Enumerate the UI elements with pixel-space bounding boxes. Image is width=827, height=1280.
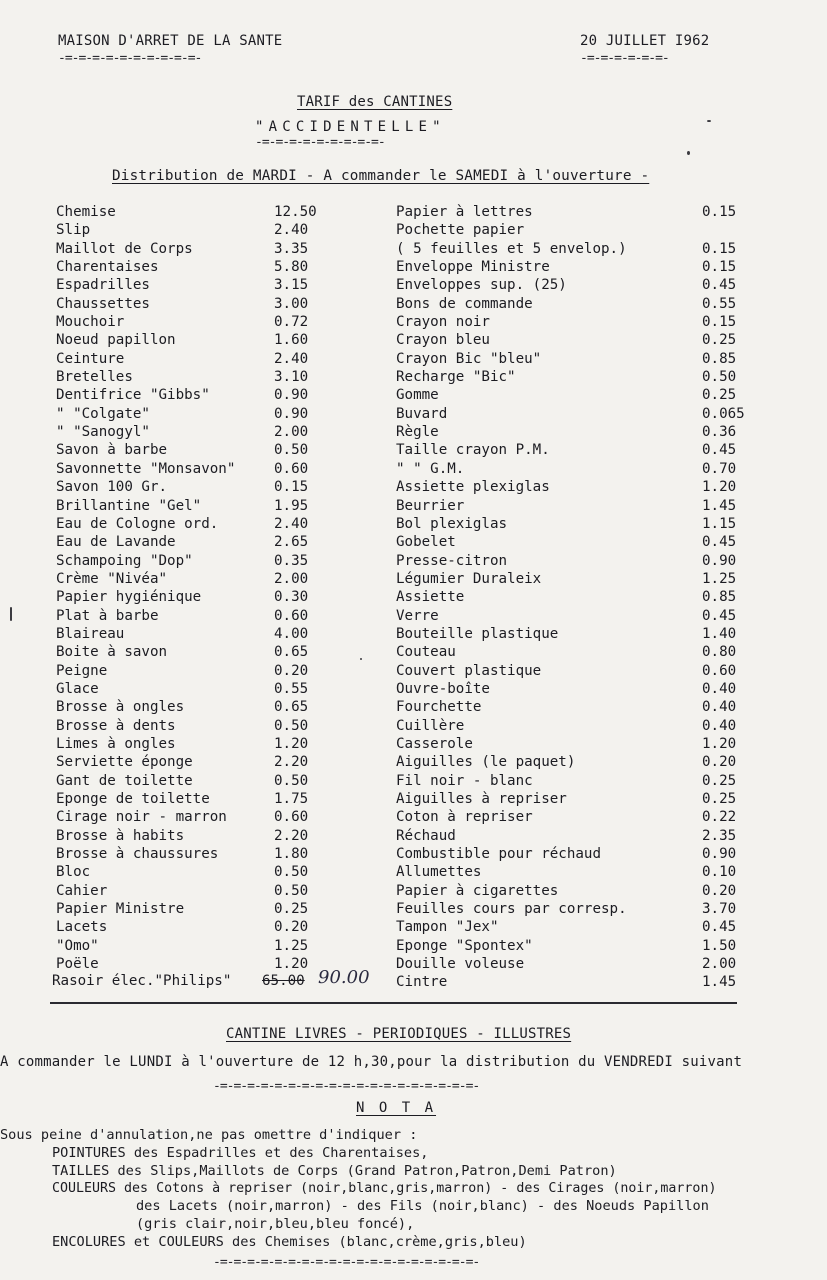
item-name: Eau de Cologne ord. bbox=[56, 515, 219, 532]
rasoir-new-price: 90.00 bbox=[318, 967, 370, 988]
item-name: Assiette bbox=[396, 589, 465, 606]
item-price: 1.25 bbox=[274, 937, 309, 954]
item-price: 1.40 bbox=[702, 625, 737, 642]
item-name: Gobelet bbox=[396, 534, 456, 551]
subtitle-dashes: -=-=-=-=-=-=-=-=-=- bbox=[255, 135, 385, 150]
item-name: Casserole bbox=[396, 735, 473, 752]
price-row bbox=[396, 276, 756, 294]
nota-line-6: (gris clair,noir,bleu,bleu foncé), bbox=[136, 1216, 415, 1232]
rasoir-name: Rasoir élec."Philips" bbox=[52, 973, 232, 989]
item-price: 1.75 bbox=[274, 791, 309, 807]
item-name: Peigne bbox=[56, 662, 108, 679]
item-price: 0.15 bbox=[702, 259, 737, 276]
item-name: " "Colgate" bbox=[56, 405, 150, 422]
price-row bbox=[396, 460, 756, 478]
price-row bbox=[56, 221, 336, 239]
item-price: 1.20 bbox=[274, 735, 309, 752]
item-name: Couvert plastique bbox=[396, 662, 542, 679]
item-name: Ouvre-boîte bbox=[396, 680, 490, 697]
item-name: " "Sanogyl" bbox=[56, 424, 150, 441]
item-name: Cintre bbox=[396, 974, 448, 991]
price-row bbox=[56, 240, 336, 258]
item-name: Limes à ongles bbox=[56, 735, 176, 752]
price-row bbox=[56, 350, 336, 368]
item-price: 0.15 bbox=[702, 204, 737, 220]
price-row bbox=[56, 753, 336, 771]
item-price: 0.60 bbox=[274, 460, 309, 477]
item-name: Fourchette bbox=[396, 699, 482, 716]
price-row bbox=[56, 276, 336, 294]
price-row bbox=[56, 643, 336, 661]
item-name: Beurrier bbox=[396, 497, 465, 514]
item-name: Verre bbox=[396, 607, 439, 624]
price-row bbox=[56, 735, 336, 753]
price-row bbox=[56, 441, 336, 459]
item-price: 5.80 bbox=[274, 259, 309, 276]
item-name: Blaireau bbox=[56, 625, 125, 642]
scan-speck bbox=[707, 120, 711, 122]
nota-line-3: TAILLES des Slips,Maillots de Corps (Grand Patron,Patron,Demi Patron) bbox=[52, 1163, 617, 1179]
item-name: Noeud papillon bbox=[56, 332, 176, 349]
item-price: 0.55 bbox=[702, 295, 737, 312]
nota-line-2: POINTURES des Espadrilles et des Charentaises, bbox=[52, 1145, 429, 1161]
item-price: 0.25 bbox=[702, 791, 737, 807]
price-row bbox=[56, 313, 336, 331]
item-price: 0.50 bbox=[274, 772, 309, 789]
item-price: 0.45 bbox=[702, 534, 737, 551]
item-price: 2.35 bbox=[702, 827, 737, 844]
item-name: Lacets bbox=[56, 919, 108, 936]
item-name: Feuilles cours par corresp. bbox=[396, 901, 627, 918]
item-name: Chaussettes bbox=[56, 295, 150, 312]
price-row bbox=[56, 717, 336, 735]
item-name: Savon à barbe bbox=[56, 442, 168, 459]
price-row bbox=[396, 258, 756, 276]
item-name: Serviette éponge bbox=[56, 754, 193, 771]
item-price: 0.20 bbox=[274, 662, 309, 679]
item-price: 0.90 bbox=[274, 387, 309, 404]
item-name: Bons de commande bbox=[396, 295, 533, 312]
right-price-list bbox=[396, 203, 756, 992]
item-name: Mouchoir bbox=[56, 314, 125, 331]
left-price-list bbox=[56, 203, 336, 973]
price-row bbox=[396, 662, 756, 680]
price-row bbox=[56, 955, 336, 973]
item-price: 0.45 bbox=[702, 607, 737, 624]
item-name: Buvard bbox=[396, 405, 448, 422]
item-price: 0.50 bbox=[274, 717, 309, 734]
tariff-subtitle: "ACCIDENTELLE" bbox=[255, 119, 446, 135]
item-name: Eponge de toilette bbox=[56, 791, 210, 807]
price-row bbox=[56, 937, 336, 955]
item-name: Glace bbox=[56, 680, 99, 697]
item-price: 0.90 bbox=[274, 405, 309, 422]
item-price: 0.85 bbox=[702, 350, 737, 367]
item-name: Chemise bbox=[56, 204, 116, 220]
item-price: 2.20 bbox=[274, 827, 309, 844]
item-name: Poële bbox=[56, 956, 99, 973]
price-row bbox=[56, 790, 336, 808]
item-price: 12.50 bbox=[274, 204, 317, 220]
item-name: Bloc bbox=[56, 864, 91, 881]
item-price: 2.00 bbox=[702, 956, 737, 973]
item-name: Brosse à habits bbox=[56, 827, 185, 844]
price-row bbox=[396, 845, 756, 863]
price-row bbox=[396, 680, 756, 698]
item-name: Tampon "Jex" bbox=[396, 919, 499, 936]
item-price: 0.45 bbox=[702, 442, 737, 459]
item-name: Enveloppe Ministre bbox=[396, 259, 550, 276]
price-row bbox=[56, 203, 336, 221]
price-row bbox=[56, 386, 336, 404]
nota-line-1: Sous peine d'annulation,ne pas omettre d'indiquer : bbox=[0, 1127, 418, 1143]
price-row bbox=[396, 753, 756, 771]
price-row bbox=[396, 533, 756, 551]
item-price: 0.45 bbox=[702, 919, 737, 936]
price-row bbox=[396, 808, 756, 826]
price-row bbox=[56, 295, 336, 313]
item-name: Charentaises bbox=[56, 259, 159, 276]
item-price: 0.25 bbox=[702, 332, 737, 349]
price-row bbox=[396, 973, 756, 991]
item-price: 2.65 bbox=[274, 534, 309, 551]
livres-text: A commander le LUNDI à l'ouverture de 12 h,30,pour la distribution du VENDREDI suivant bbox=[0, 1054, 743, 1070]
item-name: Espadrilles bbox=[56, 277, 150, 294]
item-name: Recharge "Bic" bbox=[396, 369, 516, 386]
item-price: 2.40 bbox=[274, 222, 309, 239]
item-price: 0.45 bbox=[702, 277, 737, 294]
item-name: Bouteille plastique bbox=[396, 625, 559, 642]
item-name: Papier à lettres bbox=[396, 204, 533, 220]
item-price: 0.40 bbox=[702, 680, 737, 697]
price-row bbox=[56, 900, 336, 918]
price-row bbox=[396, 900, 756, 918]
price-row bbox=[396, 240, 756, 258]
item-name: Douille voleuse bbox=[396, 956, 525, 973]
item-price: 1.20 bbox=[274, 956, 309, 973]
item-name: Allumettes bbox=[396, 864, 482, 881]
institution-name: MAISON D'ARRET DE LA SANTE bbox=[58, 33, 283, 49]
item-name: Enveloppes sup. (25) bbox=[396, 277, 567, 294]
item-price: 3.10 bbox=[274, 369, 309, 386]
item-price: 0.35 bbox=[274, 552, 309, 569]
item-name: Réchaud bbox=[396, 827, 456, 844]
item-price: 0.22 bbox=[702, 809, 737, 826]
price-row bbox=[56, 808, 336, 826]
scan-speck bbox=[687, 151, 690, 155]
item-price: 0.20 bbox=[702, 882, 737, 899]
item-price: 2.20 bbox=[274, 754, 309, 771]
item-name: Papier hygiénique bbox=[56, 589, 202, 606]
item-name: "Omo" bbox=[56, 937, 99, 954]
item-price: 3.15 bbox=[274, 277, 309, 294]
price-row bbox=[56, 258, 336, 276]
item-price: 0.10 bbox=[702, 864, 737, 881]
price-row bbox=[396, 607, 756, 625]
item-price: 1.80 bbox=[274, 846, 309, 863]
price-row bbox=[56, 625, 336, 643]
item-price: 3.00 bbox=[274, 295, 309, 312]
price-row bbox=[396, 790, 756, 808]
item-price: 2.40 bbox=[274, 350, 309, 367]
price-row bbox=[56, 863, 336, 881]
price-row bbox=[396, 386, 756, 404]
item-price: 0.15 bbox=[702, 314, 737, 331]
price-row bbox=[56, 570, 336, 588]
item-name: Boite à savon bbox=[56, 644, 168, 661]
item-price: 2.00 bbox=[274, 570, 309, 587]
item-price: 1.15 bbox=[702, 515, 737, 532]
item-price: 1.95 bbox=[274, 497, 309, 514]
item-price: 1.60 bbox=[274, 332, 309, 349]
price-row bbox=[396, 203, 756, 221]
price-row bbox=[56, 662, 336, 680]
price-row bbox=[396, 478, 756, 496]
price-row bbox=[396, 313, 756, 331]
item-name: ( 5 feuilles et 5 envelop.) bbox=[396, 240, 627, 257]
item-name: Ceinture bbox=[56, 350, 125, 367]
livres-dashes: -=-=-=-=-=-=-=-=-=-=-=-=-=-=-=-=-=-=-=- bbox=[213, 1079, 480, 1094]
item-name: Bol plexiglas bbox=[396, 515, 508, 532]
price-row bbox=[396, 350, 756, 368]
livres-title: CANTINE LIVRES - PERIODIQUES - ILLUSTRES bbox=[226, 1026, 572, 1042]
scan-speck bbox=[360, 658, 362, 660]
item-price: 1.25 bbox=[702, 570, 737, 587]
item-price: 0.50 bbox=[702, 369, 737, 386]
item-name: Coton à repriser bbox=[396, 809, 533, 826]
price-row bbox=[56, 698, 336, 716]
price-row bbox=[396, 882, 756, 900]
item-name: Maillot de Corps bbox=[56, 240, 193, 257]
nota-title: N O T A bbox=[356, 1100, 437, 1116]
price-row bbox=[396, 441, 756, 459]
item-name: Slip bbox=[56, 222, 91, 239]
item-name: Papier à cigarettes bbox=[396, 882, 559, 899]
item-price: 0.25 bbox=[702, 772, 737, 789]
item-price: 0.60 bbox=[702, 662, 737, 679]
item-name: Savonnette "Monsavon" bbox=[56, 460, 236, 477]
item-name: Crayon noir bbox=[396, 314, 490, 331]
item-price: 1.45 bbox=[702, 974, 737, 991]
item-name: Presse-citron bbox=[396, 552, 508, 569]
price-row bbox=[56, 882, 336, 900]
price-row bbox=[56, 515, 336, 533]
item-name: Crayon bleu bbox=[396, 332, 490, 349]
item-name: Brosse à dents bbox=[56, 717, 176, 734]
price-row bbox=[396, 331, 756, 349]
nota-line-4: COULEURS des Cotons à repriser (noir,blanc,gris,marron) - des Cirages (noir,marron) bbox=[52, 1181, 717, 1196]
item-name: Fil noir - blanc bbox=[396, 772, 533, 789]
price-row bbox=[56, 918, 336, 936]
price-row bbox=[396, 937, 756, 955]
item-name: Brosse à chaussures bbox=[56, 846, 219, 863]
price-row bbox=[56, 405, 336, 423]
price-row bbox=[396, 405, 756, 423]
item-price: 1.45 bbox=[702, 497, 737, 514]
item-name: Eponge "Spontex" bbox=[396, 937, 533, 954]
price-row bbox=[56, 588, 336, 606]
price-row bbox=[396, 827, 756, 845]
item-name: Cuillère bbox=[396, 717, 465, 734]
price-row bbox=[396, 515, 756, 533]
item-price: 2.00 bbox=[274, 424, 309, 441]
item-price: 0.25 bbox=[702, 387, 737, 404]
item-price: 0.50 bbox=[274, 882, 309, 899]
price-row bbox=[56, 331, 336, 349]
scan-speck bbox=[10, 607, 12, 621]
item-name: Savon 100 Gr. bbox=[56, 479, 168, 496]
item-price: 3.70 bbox=[702, 901, 737, 918]
item-name: Règle bbox=[396, 424, 439, 441]
item-price: 0.20 bbox=[702, 754, 737, 771]
institution-dashes: -=-=-=-=-=-=-=-=-=-=- bbox=[58, 51, 202, 66]
price-row bbox=[396, 717, 756, 735]
item-name: Brosse à ongles bbox=[56, 699, 185, 716]
distribution-note: Distribution de MARDI - A commander le SAMEDI à l'ouverture - bbox=[112, 168, 650, 184]
item-name: Légumier Duraleix bbox=[396, 570, 542, 587]
item-price: 0.65 bbox=[274, 699, 309, 716]
price-row bbox=[396, 698, 756, 716]
item-price: 0.30 bbox=[274, 589, 309, 606]
price-row bbox=[396, 552, 756, 570]
item-name: Pochette papier bbox=[396, 222, 525, 239]
item-price: 2.40 bbox=[274, 515, 309, 532]
item-price: 0.065 bbox=[702, 405, 745, 422]
price-row bbox=[396, 863, 756, 881]
item-name: Combustible pour réchaud bbox=[396, 846, 601, 863]
item-price: 4.00 bbox=[274, 625, 309, 642]
item-price: 0.15 bbox=[702, 240, 737, 257]
price-row bbox=[56, 533, 336, 551]
item-price: 0.72 bbox=[274, 314, 309, 331]
price-row bbox=[56, 552, 336, 570]
price-row bbox=[396, 221, 756, 239]
price-row bbox=[396, 625, 756, 643]
price-row bbox=[396, 497, 756, 515]
price-row bbox=[396, 735, 756, 753]
item-price: 0.50 bbox=[274, 442, 309, 459]
price-row bbox=[56, 478, 336, 496]
price-row bbox=[56, 423, 336, 441]
item-price: 0.40 bbox=[702, 699, 737, 716]
price-row bbox=[396, 772, 756, 790]
item-price: 0.90 bbox=[702, 846, 737, 863]
item-price: 0.20 bbox=[274, 919, 309, 936]
price-row bbox=[56, 497, 336, 515]
item-name: Papier Ministre bbox=[56, 901, 185, 918]
item-name: " " G.M. bbox=[396, 460, 465, 477]
price-row bbox=[396, 588, 756, 606]
price-row bbox=[396, 423, 756, 441]
item-price: 0.60 bbox=[274, 607, 309, 624]
item-name: Dentifrice "Gibbs" bbox=[56, 387, 210, 404]
nota-line-7: ENCOLURES et COULEURS des Chemises (blanc,crème,gris,bleu) bbox=[52, 1234, 527, 1250]
rasoir-old-price: 65.00 bbox=[262, 973, 305, 989]
item-price: 0.36 bbox=[702, 424, 737, 441]
item-price: 0.85 bbox=[702, 589, 737, 606]
item-price: 0.55 bbox=[274, 680, 309, 697]
item-price: 0.90 bbox=[702, 552, 737, 569]
item-name: Cirage noir - marron bbox=[56, 809, 227, 826]
price-row bbox=[56, 827, 336, 845]
item-name: Crayon Bic "bleu" bbox=[396, 350, 542, 367]
item-name: Taille crayon P.M. bbox=[396, 442, 550, 459]
tariff-title: TARIF des CANTINES bbox=[297, 94, 453, 110]
item-price: 0.65 bbox=[274, 644, 309, 661]
item-price: 0.60 bbox=[274, 809, 309, 826]
item-name: Plat à barbe bbox=[56, 607, 159, 624]
price-row bbox=[396, 955, 756, 973]
item-price: 0.80 bbox=[702, 644, 737, 661]
item-price: 1.50 bbox=[702, 937, 737, 954]
item-name: Eau de Lavande bbox=[56, 534, 176, 551]
item-name: Bretelles bbox=[56, 369, 133, 386]
item-price: 0.70 bbox=[702, 460, 737, 477]
price-row bbox=[396, 570, 756, 588]
item-name: Aiguilles à repriser bbox=[396, 791, 567, 807]
price-row bbox=[56, 460, 336, 478]
section-divider bbox=[50, 1002, 737, 1004]
item-price: 0.50 bbox=[274, 864, 309, 881]
item-price: 3.35 bbox=[274, 240, 309, 257]
item-name: Assiette plexiglas bbox=[396, 479, 550, 496]
item-name: Couteau bbox=[396, 644, 456, 661]
item-name: Schampoing "Dop" bbox=[56, 552, 193, 569]
price-row bbox=[396, 295, 756, 313]
price-row bbox=[56, 845, 336, 863]
item-name: Aiguilles (le paquet) bbox=[396, 754, 576, 771]
item-price: 1.20 bbox=[702, 735, 737, 752]
item-price: 1.20 bbox=[702, 479, 737, 496]
date-dashes: -=-=-=-=-=-=- bbox=[580, 51, 669, 66]
nota-dashes: -=-=-=-=-=-=-=-=-=-=-=-=-=-=-=-=-=-=-=- bbox=[213, 1255, 480, 1270]
price-row bbox=[396, 643, 756, 661]
item-price: 0.25 bbox=[274, 901, 309, 918]
price-row bbox=[56, 680, 336, 698]
item-price: 0.15 bbox=[274, 479, 309, 496]
item-name: Gomme bbox=[396, 387, 439, 404]
price-row bbox=[396, 368, 756, 386]
item-name: Cahier bbox=[56, 882, 108, 899]
item-price: 0.40 bbox=[702, 717, 737, 734]
item-name: Gant de toilette bbox=[56, 772, 193, 789]
item-name: Crème "Nivéa" bbox=[56, 570, 168, 587]
nota-line-5: des Lacets (noir,marron) - des Fils (noir,blanc) - des Noeuds Papillon bbox=[136, 1198, 709, 1214]
document-date: 20 JUILLET I962 bbox=[580, 33, 710, 49]
price-row bbox=[396, 918, 756, 936]
price-row bbox=[56, 772, 336, 790]
item-name: Brillantine "Gel" bbox=[56, 497, 202, 514]
price-row bbox=[56, 607, 336, 625]
price-row bbox=[56, 368, 336, 386]
